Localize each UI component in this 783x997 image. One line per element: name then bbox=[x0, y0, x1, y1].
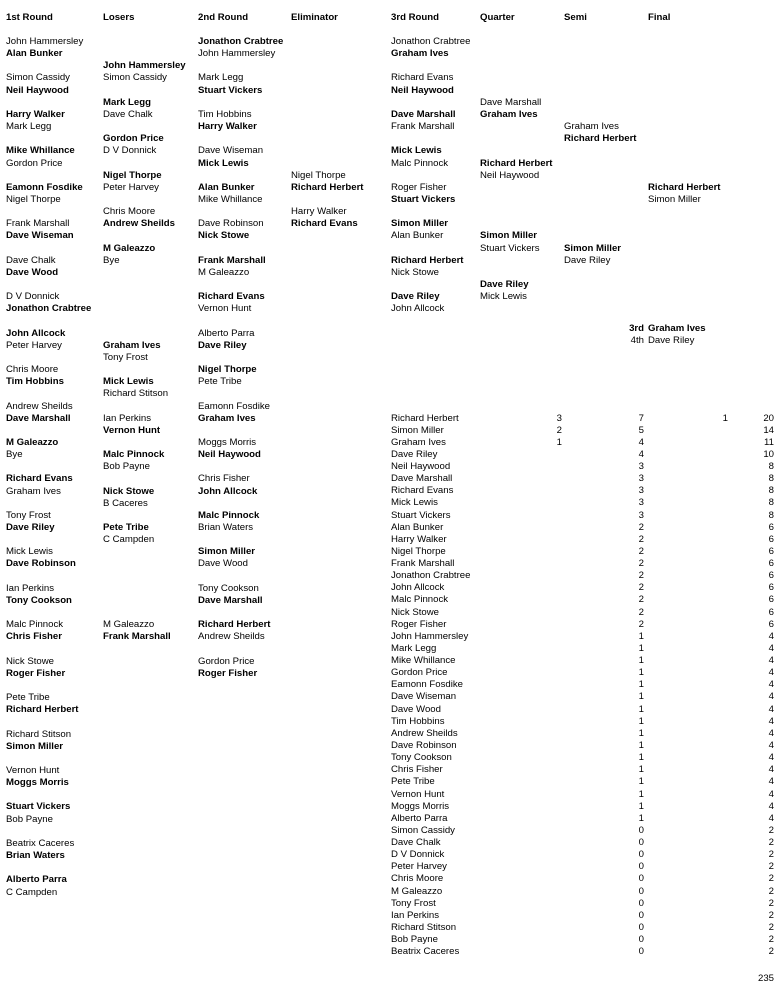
first-round-player: John Hammersley bbox=[6, 36, 84, 47]
second-round-player: Neil Haywood bbox=[198, 449, 261, 461]
losers-round-player: Bob Payne bbox=[103, 461, 150, 473]
third-round-player: Richard Herbert bbox=[391, 254, 464, 266]
standings-total: 8 bbox=[768, 509, 774, 521]
standings-total: 20 bbox=[763, 412, 774, 424]
standings-name: Dave Marshall bbox=[391, 473, 453, 485]
second-round-player: Vernon Hunt bbox=[198, 303, 252, 315]
quarter-final-player: Graham Ives bbox=[480, 108, 538, 120]
standings-total: 10 bbox=[763, 448, 774, 460]
standings-name: Richard Evans bbox=[391, 485, 454, 497]
second-round-player: Chris Fisher bbox=[198, 473, 250, 485]
standings-name: Richard Stitson bbox=[391, 921, 457, 933]
losers-round-player: Chris Moore bbox=[103, 206, 156, 218]
first-round-player: Dave Robinson bbox=[6, 558, 76, 570]
second-round-player: Dave Robinson bbox=[198, 218, 264, 230]
standings-total: 4 bbox=[768, 776, 774, 788]
standings-name: Mark Legg bbox=[391, 642, 437, 654]
first-round-player: Simon Miller bbox=[6, 740, 64, 752]
first-round-player: Pete Tribe bbox=[6, 692, 50, 704]
losers-round-player: Tony Frost bbox=[103, 351, 148, 363]
first-round-player: Jonathon Crabtree bbox=[6, 303, 92, 315]
standings-name: John Hammersley bbox=[391, 630, 469, 642]
losers-round-player: Nigel Thorpe bbox=[103, 169, 162, 181]
second-round-player: Dave Wood bbox=[198, 558, 248, 570]
standings-total: 4 bbox=[768, 715, 774, 727]
standings-count-b: 2 bbox=[638, 606, 644, 618]
standings-count-b: 2 bbox=[638, 521, 644, 533]
standings-total: 2 bbox=[768, 934, 774, 946]
first-round-player: John Allcock bbox=[6, 327, 66, 339]
standings-count-a: 2 bbox=[556, 424, 562, 436]
losers-round-player: Mick Lewis bbox=[103, 376, 154, 388]
second-round-player: Mark Legg bbox=[198, 72, 244, 84]
standings-total: 2 bbox=[768, 897, 774, 909]
standings-count-b: 4 bbox=[638, 436, 644, 448]
standings-total: 8 bbox=[768, 485, 774, 497]
third-round-player: Mick Lewis bbox=[391, 145, 442, 157]
first-round-player: Richard Stitson bbox=[6, 728, 72, 740]
losers-round-player: B Caceres bbox=[103, 497, 148, 509]
semi-final-player: Dave Riley bbox=[564, 254, 611, 266]
losers-round-player: Pete Tribe bbox=[103, 522, 149, 533]
second-round-player: Malc Pinnock bbox=[198, 509, 260, 521]
second-round-player: John Allcock bbox=[198, 485, 258, 497]
first-round-player: Vernon Hunt bbox=[6, 765, 60, 776]
standings-total: 4 bbox=[768, 703, 774, 715]
standings-total: 4 bbox=[768, 740, 774, 751]
first-round-player: Neil Haywood bbox=[6, 84, 69, 96]
standings-total: 2 bbox=[768, 849, 774, 861]
standings-count-b: 0 bbox=[638, 837, 644, 849]
standings-name: Neil Haywood bbox=[391, 461, 451, 473]
semi-final-player: Richard Herbert bbox=[564, 133, 637, 145]
standings-count-b: 1 bbox=[638, 655, 644, 667]
standings-count-b: 0 bbox=[638, 849, 644, 861]
standings-total: 6 bbox=[768, 545, 774, 557]
standings-name: D V Donnick bbox=[391, 849, 445, 861]
losers-round-player: Frank Marshall bbox=[103, 631, 171, 643]
losers-round-player: Nick Stowe bbox=[103, 485, 155, 497]
semi-final-player: Simon Miller bbox=[564, 242, 622, 254]
second-round-player: Frank Marshall bbox=[198, 254, 266, 266]
second-round-player: Harry Walker bbox=[198, 121, 257, 133]
losers-round-player: M Galeazzo bbox=[103, 619, 155, 631]
standings-name: Dave Robinson bbox=[391, 740, 457, 751]
first-round-player: Dave Wood bbox=[6, 266, 59, 278]
second-round-player: Dave Riley bbox=[198, 339, 247, 351]
first-round-player: Nigel Thorpe bbox=[6, 193, 61, 205]
losers-round-player: Simon Cassidy bbox=[103, 72, 167, 84]
standings-name: Chris Fisher bbox=[391, 764, 443, 776]
first-round-player: Tony Frost bbox=[6, 509, 51, 521]
column-header: Semi bbox=[564, 12, 587, 23]
standings-name: Roger Fisher bbox=[391, 618, 447, 630]
third-place-name: Graham Ives bbox=[648, 322, 706, 334]
first-round-player: Brian Waters bbox=[6, 850, 65, 862]
standings-total: 4 bbox=[768, 691, 774, 703]
standings-name: M Galeazzo bbox=[391, 885, 443, 897]
semi-final-player: Graham Ives bbox=[564, 121, 619, 133]
standings-total: 2 bbox=[768, 946, 774, 958]
second-round-player: Roger Fisher bbox=[198, 667, 258, 679]
second-round-player: Alan Bunker bbox=[198, 181, 255, 193]
standings-name: Alberto Parra bbox=[391, 812, 448, 824]
first-round-player: Roger Fisher bbox=[6, 667, 66, 679]
second-round-player: Moggs Morris bbox=[198, 436, 257, 448]
standings-total: 2 bbox=[768, 824, 774, 836]
first-round-player: Alan Bunker bbox=[6, 48, 63, 60]
standings-name: Frank Marshall bbox=[391, 558, 455, 570]
second-round-player: Andrew Sheilds bbox=[198, 631, 265, 643]
first-round-player: Harry Walker bbox=[6, 108, 65, 120]
standings-count-b: 0 bbox=[638, 921, 644, 933]
standings-name: Dave Riley bbox=[391, 448, 438, 460]
column-header: Final bbox=[648, 12, 671, 23]
standings-total: 6 bbox=[768, 533, 774, 545]
column-header: 1st Round bbox=[6, 12, 53, 23]
standings-count-b: 1 bbox=[638, 800, 644, 812]
first-round-player: Malc Pinnock bbox=[6, 619, 64, 631]
standings-name: John Allcock bbox=[391, 582, 445, 594]
column-header: 3rd Round bbox=[391, 12, 439, 23]
standings-name: Beatrix Caceres bbox=[391, 946, 460, 958]
standings-total: 6 bbox=[768, 570, 774, 582]
standings-count-b: 1 bbox=[638, 764, 644, 776]
standings-total: 4 bbox=[768, 667, 774, 679]
first-round-player: Peter Harvey bbox=[6, 339, 62, 351]
standings-name: Malc Pinnock bbox=[391, 594, 449, 606]
final-player: Richard Herbert bbox=[648, 181, 721, 193]
third-round-player: Alan Bunker bbox=[391, 230, 444, 242]
standings-count-b: 0 bbox=[638, 824, 644, 836]
standings-count-b: 0 bbox=[638, 946, 644, 958]
standings-name: Chris Moore bbox=[391, 873, 444, 885]
third-round-player: Nick Stowe bbox=[391, 266, 439, 278]
third-round-player: Frank Marshall bbox=[391, 121, 455, 133]
standings-count-c: 1 bbox=[722, 412, 728, 424]
standings-name: Vernon Hunt bbox=[391, 788, 445, 800]
standings-count-a: 1 bbox=[556, 436, 562, 448]
standings-count-b: 2 bbox=[638, 558, 644, 570]
losers-round-player: D V Donnick bbox=[103, 145, 157, 157]
first-round-player: D V Donnick bbox=[6, 291, 60, 303]
quarter-final-player: Dave Riley bbox=[480, 279, 529, 290]
second-round-player: Nigel Thorpe bbox=[198, 364, 257, 376]
first-round-player: Stuart Vickers bbox=[6, 801, 71, 813]
quarter-final-player: Mick Lewis bbox=[480, 291, 527, 303]
third-round-player: Simon Miller bbox=[391, 218, 449, 230]
standings-total: 4 bbox=[768, 642, 774, 654]
standings-total: 14 bbox=[763, 424, 774, 436]
third-round-player: Roger Fisher bbox=[391, 181, 447, 193]
standings-total: 2 bbox=[768, 837, 774, 849]
standings-total: 6 bbox=[768, 521, 774, 533]
losers-round-player: Andrew Sheilds bbox=[103, 218, 175, 230]
standings-count-b: 2 bbox=[638, 545, 644, 557]
second-round-player: Tony Cookson bbox=[198, 582, 259, 594]
first-round-player: Nick Stowe bbox=[6, 655, 54, 667]
standings-count-b: 1 bbox=[638, 630, 644, 642]
second-round-player: Mick Lewis bbox=[198, 157, 249, 169]
standings-count-b: 0 bbox=[638, 873, 644, 885]
first-round-player: Dave Riley bbox=[6, 522, 55, 533]
losers-round-player: John Hammersley bbox=[103, 60, 186, 72]
standings-total: 4 bbox=[768, 764, 774, 776]
first-round-player: Tony Cookson bbox=[6, 594, 72, 606]
losers-round-player: Gordon Price bbox=[103, 133, 164, 145]
standings-total: 4 bbox=[768, 788, 774, 800]
standings-count-b: 0 bbox=[638, 897, 644, 909]
standings-name: Eamonn Fosdike bbox=[391, 679, 463, 691]
eliminator-player: Harry Walker bbox=[291, 206, 347, 218]
first-round-player: Bye bbox=[6, 449, 23, 461]
first-round-player: Richard Herbert bbox=[6, 704, 79, 716]
page-number: 235 bbox=[757, 973, 774, 984]
standings-count-b: 1 bbox=[638, 727, 644, 739]
standings-name: Stuart Vickers bbox=[391, 509, 451, 521]
standings-count-b: 2 bbox=[638, 570, 644, 582]
standings-name: Nigel Thorpe bbox=[391, 545, 446, 557]
losers-round-player: Ian Perkins bbox=[103, 412, 151, 424]
standings-count-b: 1 bbox=[638, 691, 644, 703]
second-round-player: Stuart Vickers bbox=[198, 84, 263, 96]
second-round-player: Gordon Price bbox=[198, 655, 255, 667]
first-round-player: Simon Cassidy bbox=[6, 72, 70, 84]
standings-count-b: 0 bbox=[638, 861, 644, 873]
standings-count-b: 3 bbox=[638, 461, 644, 473]
first-round-player: Bob Payne bbox=[6, 813, 53, 825]
first-round-player: Moggs Morris bbox=[6, 777, 69, 789]
second-round-player: Richard Evans bbox=[198, 291, 265, 303]
standings-name: Pete Tribe bbox=[391, 776, 435, 788]
standings-count-b: 5 bbox=[638, 424, 644, 436]
standings-name: Moggs Morris bbox=[391, 800, 450, 812]
third-round-player: Jonathon Crabtree bbox=[391, 36, 471, 47]
standings-name: Dave Chalk bbox=[391, 837, 441, 849]
first-round-player: Mark Legg bbox=[6, 121, 52, 133]
standings-name: Peter Harvey bbox=[391, 861, 447, 873]
standings-count-b: 2 bbox=[638, 582, 644, 594]
standings-name: Mick Lewis bbox=[391, 497, 438, 509]
standings-count-b: 1 bbox=[638, 703, 644, 715]
quarter-final-player: Neil Haywood bbox=[480, 169, 540, 181]
standings-count-b: 1 bbox=[638, 788, 644, 800]
standings-total: 4 bbox=[768, 800, 774, 812]
first-round-player: Chris Moore bbox=[6, 364, 59, 376]
first-round-player: C Campden bbox=[6, 886, 58, 898]
standings-name: Mike Whillance bbox=[391, 655, 456, 667]
final-player: Simon Miller bbox=[648, 193, 701, 205]
eliminator-player: Richard Evans bbox=[291, 218, 358, 230]
first-round-player: Mick Lewis bbox=[6, 546, 53, 558]
first-round-player: Tim Hobbins bbox=[6, 376, 64, 388]
second-round-player: Alberto Parra bbox=[198, 327, 255, 339]
first-round-player: Richard Evans bbox=[6, 473, 73, 485]
standings-count-b: 1 bbox=[638, 715, 644, 727]
standings-count-b: 3 bbox=[638, 497, 644, 509]
standings-name: Tony Cookson bbox=[391, 752, 452, 764]
column-header: 2nd Round bbox=[198, 12, 249, 23]
standings-count-b: 1 bbox=[638, 776, 644, 788]
first-round-player: Dave Wiseman bbox=[6, 230, 74, 242]
standings-total: 8 bbox=[768, 473, 774, 485]
first-round-player: Dave Marshall bbox=[6, 412, 71, 424]
fourth-place-label: 4th bbox=[630, 334, 644, 346]
quarter-final-player: Richard Herbert bbox=[480, 157, 553, 169]
first-round-player: Mike Whillance bbox=[6, 145, 75, 157]
second-round-player: John Hammersley bbox=[198, 48, 276, 60]
standings-total: 4 bbox=[768, 752, 774, 764]
standings-name: Tony Frost bbox=[391, 897, 436, 909]
third-round-player: Dave Marshall bbox=[391, 108, 456, 120]
standings-count-b: 2 bbox=[638, 594, 644, 606]
standings-total: 6 bbox=[768, 606, 774, 618]
standings-total: 6 bbox=[768, 558, 774, 570]
first-round-player: Eamonn Fosdike bbox=[6, 181, 83, 193]
standings-count-b: 0 bbox=[638, 934, 644, 946]
column-header: Losers bbox=[103, 12, 135, 23]
second-round-player: Simon Miller bbox=[198, 546, 256, 558]
column-header: Quarter bbox=[480, 12, 515, 23]
standings-count-b: 3 bbox=[638, 473, 644, 485]
quarter-final-player: Dave Marshall bbox=[480, 96, 542, 108]
first-round-player: Ian Perkins bbox=[6, 582, 54, 594]
standings-name: Harry Walker bbox=[391, 533, 447, 545]
standings-count-b: 2 bbox=[638, 533, 644, 545]
standings-name: Bob Payne bbox=[391, 934, 438, 946]
standings-name: Simon Cassidy bbox=[391, 824, 455, 836]
column-header: Eliminator bbox=[291, 12, 338, 23]
standings-count-b: 3 bbox=[638, 509, 644, 521]
losers-round-player: M Galeazzo bbox=[103, 242, 156, 254]
standings-count-b: 0 bbox=[638, 885, 644, 897]
second-round-player: Graham Ives bbox=[198, 412, 256, 424]
standings-name: Gordon Price bbox=[391, 667, 448, 679]
first-round-player: Alberto Parra bbox=[6, 874, 67, 886]
standings-count-b: 7 bbox=[638, 412, 644, 424]
losers-round-player: Malc Pinnock bbox=[103, 449, 165, 461]
standings-total: 4 bbox=[768, 630, 774, 642]
quarter-final-player: Stuart Vickers bbox=[480, 242, 540, 254]
quarter-final-player: Simon Miller bbox=[480, 230, 538, 242]
first-round-player: M Galeazzo bbox=[6, 436, 59, 448]
losers-round-player: C Campden bbox=[103, 534, 155, 546]
standings-total: 8 bbox=[768, 461, 774, 473]
third-place-label: 3rd bbox=[629, 322, 644, 334]
standings-total: 2 bbox=[768, 885, 774, 897]
losers-round-player: Bye bbox=[103, 254, 120, 266]
standings-count-b: 1 bbox=[638, 679, 644, 691]
third-round-player: Malc Pinnock bbox=[391, 157, 449, 169]
second-round-player: Jonathon Crabtree bbox=[198, 36, 284, 47]
second-round-player: Nick Stowe bbox=[198, 230, 250, 242]
second-round-player: Eamonn Fosdike bbox=[198, 400, 270, 412]
fourth-place-name: Dave Riley bbox=[648, 334, 695, 346]
eliminator-player: Richard Herbert bbox=[291, 181, 364, 193]
standings-name: Dave Wood bbox=[391, 703, 441, 715]
second-round-player: Dave Marshall bbox=[198, 594, 263, 606]
standings-count-b: 1 bbox=[638, 812, 644, 824]
standings-total: 8 bbox=[768, 497, 774, 509]
standings-count-a: 3 bbox=[556, 412, 562, 424]
losers-round-player: Graham Ives bbox=[103, 339, 161, 351]
third-round-player: Neil Haywood bbox=[391, 84, 454, 96]
second-round-player: Richard Herbert bbox=[198, 619, 271, 631]
standings-count-b: 2 bbox=[638, 618, 644, 630]
standings-total: 6 bbox=[768, 582, 774, 594]
standings-count-b: 1 bbox=[638, 642, 644, 654]
second-round-player: Tim Hobbins bbox=[198, 108, 252, 120]
standings-name: Graham Ives bbox=[391, 436, 446, 448]
standings-total: 2 bbox=[768, 909, 774, 921]
third-round-player: Stuart Vickers bbox=[391, 193, 456, 205]
standings-name: Andrew Sheilds bbox=[391, 727, 458, 739]
standings-total: 6 bbox=[768, 618, 774, 630]
standings-name: Richard Herbert bbox=[391, 412, 459, 424]
standings-total: 6 bbox=[768, 594, 774, 606]
standings-total: 2 bbox=[768, 861, 774, 873]
standings-total: 2 bbox=[768, 873, 774, 885]
standings-count-b: 1 bbox=[638, 667, 644, 679]
second-round-player: Brian Waters bbox=[198, 522, 254, 533]
standings-name: Ian Perkins bbox=[391, 909, 439, 921]
losers-round-player: Mark Legg bbox=[103, 96, 151, 108]
standings-total: 4 bbox=[768, 679, 774, 691]
standings-count-b: 1 bbox=[638, 752, 644, 764]
first-round-player: Chris Fisher bbox=[6, 631, 62, 643]
standings-name: Dave Wiseman bbox=[391, 691, 457, 703]
third-round-player: John Allcock bbox=[391, 303, 445, 315]
first-round-player: Dave Chalk bbox=[6, 254, 56, 266]
losers-round-player: Peter Harvey bbox=[103, 181, 159, 193]
standings-total: 4 bbox=[768, 655, 774, 667]
first-round-player: Graham Ives bbox=[6, 485, 61, 497]
first-round-player: Beatrix Caceres bbox=[6, 837, 75, 849]
second-round-player: Dave Wiseman bbox=[198, 145, 264, 157]
losers-round-player: Dave Chalk bbox=[103, 108, 153, 120]
standings-total: 11 bbox=[764, 436, 774, 448]
eliminator-player: Nigel Thorpe bbox=[291, 169, 346, 181]
third-round-player: Dave Riley bbox=[391, 291, 440, 303]
second-round-player: Pete Tribe bbox=[198, 376, 242, 388]
first-round-player: Gordon Price bbox=[6, 157, 63, 169]
standings-name: Simon Miller bbox=[391, 424, 444, 436]
losers-round-player: Vernon Hunt bbox=[103, 424, 161, 436]
first-round-player: Andrew Sheilds bbox=[6, 400, 73, 412]
third-round-player: Richard Evans bbox=[391, 72, 454, 84]
standings-count-b: 4 bbox=[638, 448, 644, 460]
standings-name: Nick Stowe bbox=[391, 606, 439, 618]
standings-count-b: 3 bbox=[638, 485, 644, 497]
standings-count-b: 1 bbox=[638, 740, 644, 751]
standings-count-b: 0 bbox=[638, 909, 644, 921]
standings-name: Tim Hobbins bbox=[391, 715, 445, 727]
second-round-player: M Galeazzo bbox=[198, 266, 250, 278]
losers-round-player: Richard Stitson bbox=[103, 388, 169, 400]
standings-total: 4 bbox=[768, 812, 774, 824]
first-round-player: Frank Marshall bbox=[6, 218, 70, 230]
standings-total: 2 bbox=[768, 921, 774, 933]
second-round-player: Mike Whillance bbox=[198, 193, 263, 205]
third-round-player: Graham Ives bbox=[391, 48, 449, 60]
standings-name: Alan Bunker bbox=[391, 521, 444, 533]
standings-total: 4 bbox=[768, 727, 774, 739]
standings-name: Jonathon Crabtree bbox=[391, 570, 471, 582]
